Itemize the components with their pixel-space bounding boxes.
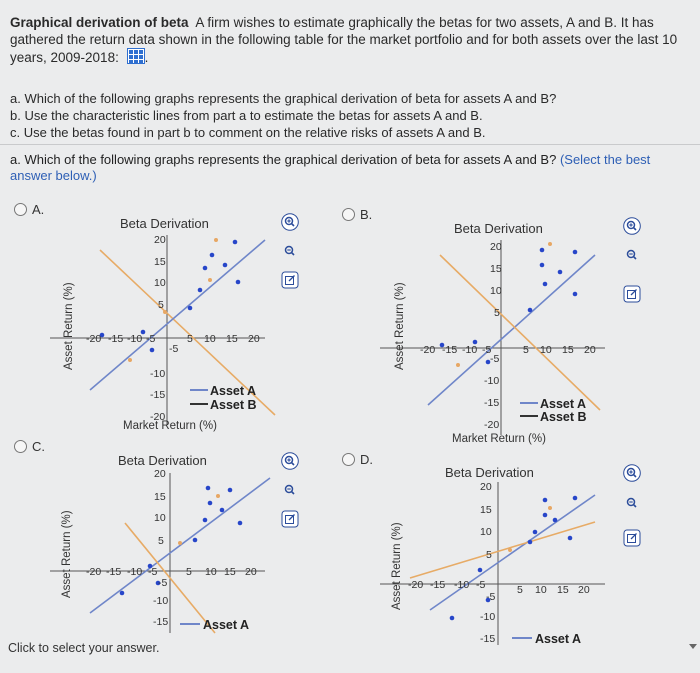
option-c-label: C. <box>32 439 45 454</box>
xtick-neg: -15 <box>106 566 122 578</box>
xtick: 5 <box>187 333 193 345</box>
asset-a-line <box>90 240 265 390</box>
xtick: 5 <box>517 584 523 596</box>
ytick: -5 <box>490 353 500 365</box>
ytick: 10 <box>490 285 502 297</box>
zoom-out-icon[interactable] <box>621 492 643 514</box>
ytick: -15 <box>153 616 169 628</box>
legend-asset-a: Asset A <box>203 618 250 632</box>
option-d-label: D. <box>360 452 373 467</box>
ytick: 20 <box>154 234 166 246</box>
y-axis-label: Asset Return (%) <box>61 510 73 598</box>
graph-option-d[interactable] <box>370 460 640 650</box>
part-a: a. Which of the following graphs represents the graphical derivation of beta for assets A and B? <box>10 91 557 106</box>
ytick: -15 <box>150 389 166 401</box>
asset-b-line <box>440 255 600 410</box>
ytick: -10 <box>480 611 496 623</box>
asset-b-line <box>410 522 595 578</box>
ytick: -5 <box>158 577 168 589</box>
zoom-out-icon[interactable] <box>621 244 643 266</box>
ytick: -10 <box>150 368 166 380</box>
data-points <box>120 486 243 596</box>
zoom-out-icon[interactable] <box>279 479 301 501</box>
option-d-radio[interactable] <box>342 453 355 466</box>
graph-option-a[interactable] <box>40 210 310 440</box>
divider <box>0 144 700 145</box>
ytick: 20 <box>480 481 492 493</box>
zoom-in-icon[interactable] <box>279 450 301 472</box>
xtick: 15 <box>224 566 236 578</box>
legend-asset-a: Asset A <box>535 632 582 646</box>
graph-option-c[interactable] <box>40 448 310 638</box>
ytick: -15 <box>480 633 496 645</box>
ytick: 15 <box>154 491 166 503</box>
xtick: 15 <box>562 344 574 356</box>
ytick: -10 <box>484 375 500 387</box>
graph-title: Beta Derivation <box>454 221 543 236</box>
xtick-neg: -5 <box>482 344 492 356</box>
xtick: 10 <box>204 333 216 345</box>
ytick: 20 <box>154 468 166 480</box>
ytick: -10 <box>153 595 169 607</box>
graph-option-b[interactable] <box>370 210 640 450</box>
data-points <box>450 496 578 621</box>
xtick: 10 <box>535 584 547 596</box>
ytick: 5 <box>158 299 164 311</box>
ytick: 10 <box>480 526 492 538</box>
data-table-icon[interactable] <box>127 48 145 64</box>
ytick: 15 <box>490 263 502 275</box>
ytick: 5 <box>158 535 164 547</box>
y-axis-label: Asset Return (%) <box>391 522 403 610</box>
option-b-label: B. <box>360 207 373 222</box>
question-title: Graphical derivation of beta <box>10 15 189 30</box>
legend-asset-b: Asset B <box>540 410 587 424</box>
xtick: 15 <box>557 584 569 596</box>
legend-asset-a: Asset A <box>540 397 587 411</box>
ytick: -5 <box>486 591 496 603</box>
ytick: -15 <box>484 397 500 409</box>
scroll-down-icon[interactable] <box>689 644 697 649</box>
ytick: 15 <box>154 256 166 268</box>
ytick: 10 <box>154 277 166 289</box>
asset-a-line <box>430 495 595 610</box>
xtick-neg: -15 <box>108 333 124 345</box>
xtick-neg: -20 <box>86 566 102 578</box>
xtick: 20 <box>584 344 596 356</box>
graph-title: Beta Derivation <box>445 465 534 480</box>
xtick: 20 <box>248 333 260 345</box>
xtick-neg: -5 <box>476 579 486 591</box>
zoom-in-icon[interactable] <box>279 211 301 233</box>
ytick: -5 <box>169 343 179 355</box>
data-points <box>440 248 578 365</box>
xtick-neg: -15 <box>442 344 458 356</box>
ytick: 20 <box>490 241 502 253</box>
xtick-neg: -10 <box>462 344 478 356</box>
xtick-neg: -10 <box>127 333 143 345</box>
sub-question-text: a. Which of the following graphs represents the graphical derivation of beta for assets A and B? <box>10 152 557 167</box>
xtick: 15 <box>226 333 238 345</box>
sub-question-hint: (Select the best answer below.) <box>10 152 651 183</box>
xtick-neg: -15 <box>430 579 446 591</box>
part-c: c. Use the betas found in part b to comment on the relative risks of assets A and B. <box>10 125 486 140</box>
x-axis-label: Market Return (%) <box>452 433 546 445</box>
xtick-neg: -10 <box>127 566 143 578</box>
xtick: 5 <box>523 344 529 356</box>
xtick: 20 <box>578 584 590 596</box>
y-axis-label: Asset Return (%) <box>63 282 75 370</box>
question-text: Graphical derivation of beta A firm wishes to estimate graphically the betas for two assets, A and B. It has gathered the return data shown in the following table for the market portfolio and for both assets over the last 10 years, 2009-2018: . <box>10 15 678 65</box>
xtick-neg: -10 <box>454 579 470 591</box>
option-b-radio[interactable] <box>342 208 355 221</box>
xtick: 10 <box>205 566 217 578</box>
xtick: 5 <box>186 566 192 578</box>
xtick-neg: -20 <box>420 344 436 356</box>
xtick: 10 <box>540 344 552 356</box>
zoom-in-icon[interactable] <box>621 462 643 484</box>
question-intro: A firm wishes to estimate graphically the betas for two assets, A and B. It has gathered the return data shown in the following table for the market portfolio and for both assets over the last 10 years, 2009-2018: <box>10 15 678 65</box>
option-b[interactable] <box>342 207 372 222</box>
asset-a-line <box>90 478 270 613</box>
part-b: b. Use the characteristic lines from part a to estimate the betas for assets A and B. <box>10 108 483 123</box>
xtick-neg: -5 <box>146 333 156 345</box>
footer-instruction: Click to select your answer. <box>8 641 160 655</box>
ytick: -20 <box>150 411 166 423</box>
ytick: 10 <box>154 512 166 524</box>
option-d[interactable] <box>342 452 373 467</box>
ytick: 15 <box>480 504 492 516</box>
ytick: 5 <box>494 307 500 319</box>
sub-question <box>10 152 690 184</box>
option-a-radio[interactable] <box>14 203 27 216</box>
option-c-radio[interactable] <box>14 440 27 453</box>
asset-a-line <box>428 255 595 405</box>
ytick: -20 <box>484 419 500 431</box>
x-axis-label: Market Return (%) <box>123 420 217 432</box>
popout-icon[interactable] <box>621 283 643 305</box>
popout-icon[interactable] <box>279 269 301 291</box>
xtick: 20 <box>245 566 257 578</box>
graph-title: Beta Derivation <box>118 453 207 468</box>
option-a-label: A. <box>32 202 45 217</box>
ytick: 5 <box>486 549 492 561</box>
xtick-neg: -20 <box>86 333 102 345</box>
zoom-in-icon[interactable] <box>621 215 643 237</box>
xtick-neg: -5 <box>148 566 158 578</box>
popout-icon[interactable] <box>279 508 301 530</box>
question-parts <box>10 90 556 141</box>
popout-icon[interactable] <box>621 527 643 549</box>
legend-asset-b: Asset B <box>210 398 257 412</box>
graph-title: Beta Derivation <box>120 216 209 231</box>
legend-asset-a: Asset A <box>210 384 257 398</box>
xtick-neg: -20 <box>408 579 424 591</box>
zoom-out-icon[interactable] <box>279 240 301 262</box>
y-axis-label: Asset Return (%) <box>394 282 406 370</box>
